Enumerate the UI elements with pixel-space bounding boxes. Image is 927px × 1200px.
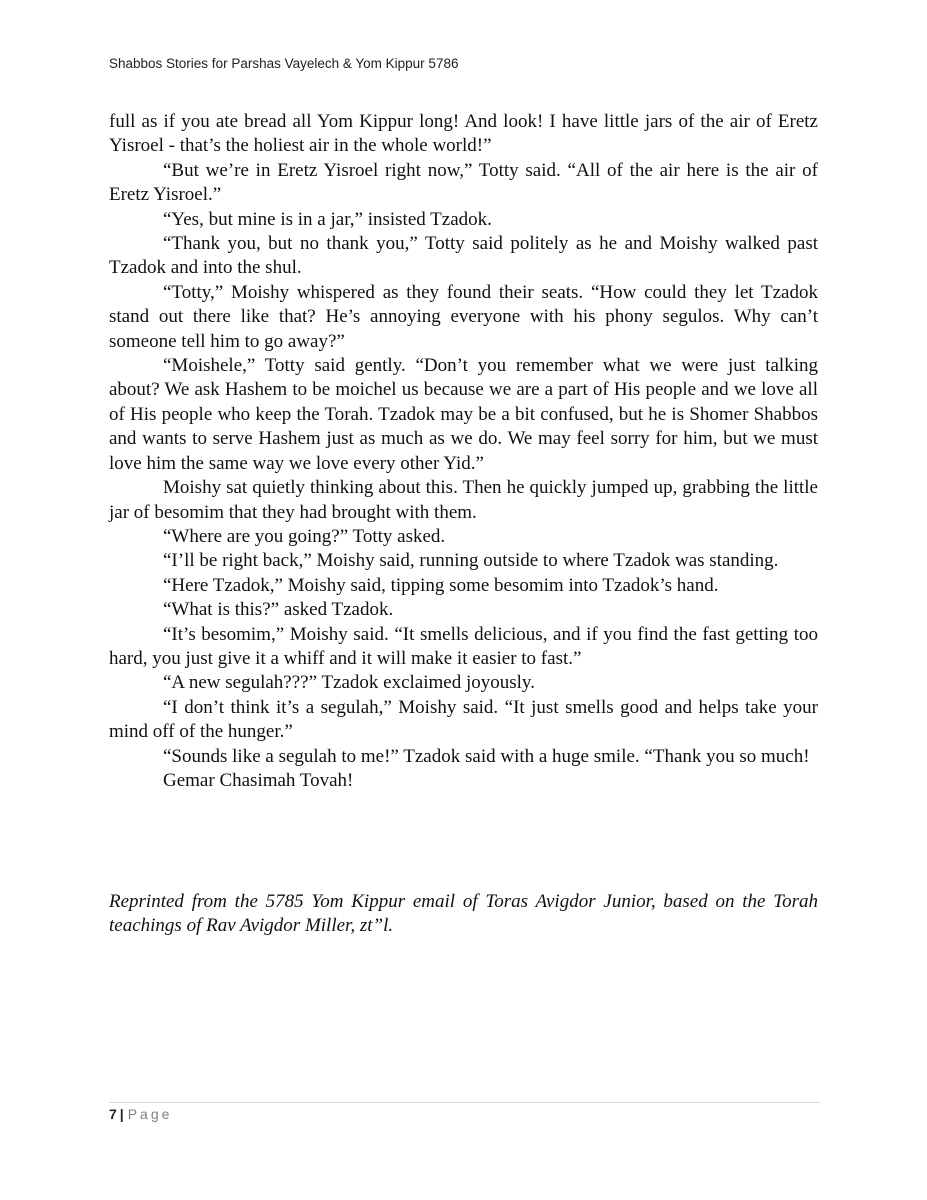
paragraph: full as if you ate bread all Yom Kippur long! And look! I have little jars of the air of Eretz Yisroel - that’s the holiest air in the whole world!” [109,111,818,157]
footer-divider [109,1102,820,1103]
paragraph: “It’s besomim,” Moishy said. “It smells delicious, and if you find the fast getting too hard, you just give it a whiff and it will make it easier to fast.” [109,623,818,669]
running-header: Shabbos Stories for Parshas Vayelech & Yom Kippur 5786 [109,56,459,71]
paragraph: “What is this?” asked Tzadok. [163,599,394,621]
paragraph: Moishy sat quietly thinking about this. Then he quickly jumped up, grabbing the little jar of besomim that they had brought with them. [109,477,818,523]
paragraph: “But we’re in Eretz Yisroel right now,” Totty said. “All of the air here is the air of Eretz Yisroel.” [109,159,818,206]
paragraph: “Totty,” Moishy whispered as they found their seats. “How could they let Tzadok stand out there like that? He’s annoying everyone with his phony segulos. Why can’t someone tell him to go away?” [109,281,818,352]
paragraph: “Yes, but mine is in a jar,” insisted Tzadok. [163,208,492,230]
footer-separator: | [119,1106,124,1122]
reprint-credit: Reprinted from the 5785 Yom Kippur email of Toras Avigdor Junior, based on the Torah teachings of Rav Avigdor Miller, zt”l. [109,891,818,937]
story-text [109,110,818,793]
page-footer [109,1106,172,1122]
paragraph: “Where are you going?” Totty asked. [163,525,446,547]
page-label: Page [127,1106,173,1122]
paragraph: Gemar Chasimah Tovah! [163,769,354,791]
paragraph: “I’ll be right back,” Moishy said, running outside to where Tzadok was standing. [163,550,779,572]
page-number: 7 [109,1106,117,1122]
paragraph: “I don’t think it’s a segulah,” Moishy said. “It just smells good and helps take your mind off of the hunger.” [109,696,818,743]
paragraph: “Thank you, but no thank you,” Totty said politely as he and Moishy walked past Tzadok and into the shul. [109,233,818,279]
paragraph: “Here Tzadok,” Moishy said, tipping some besomim into Tzadok’s hand. [163,574,719,596]
paragraph: “Moishele,” Totty said gently. “Don’t you remember what we were just talking about? We ask Hashem to be moichel us because we are a part of His people and we love all of His people who keep the Torah. Tzadok may be a bit confused, but he is Shomer Shabbos and wants to serve Hashem just as much as we do. We may feel sorry for him, but we must love him the same way we love every other Yid.” [109,355,818,474]
paragraph: “A new segulah???” Tzadok exclaimed joyously. [163,672,535,694]
paragraph: “Sounds like a segulah to me!” Tzadok said with a huge smile. “Thank you so much! [163,745,810,767]
